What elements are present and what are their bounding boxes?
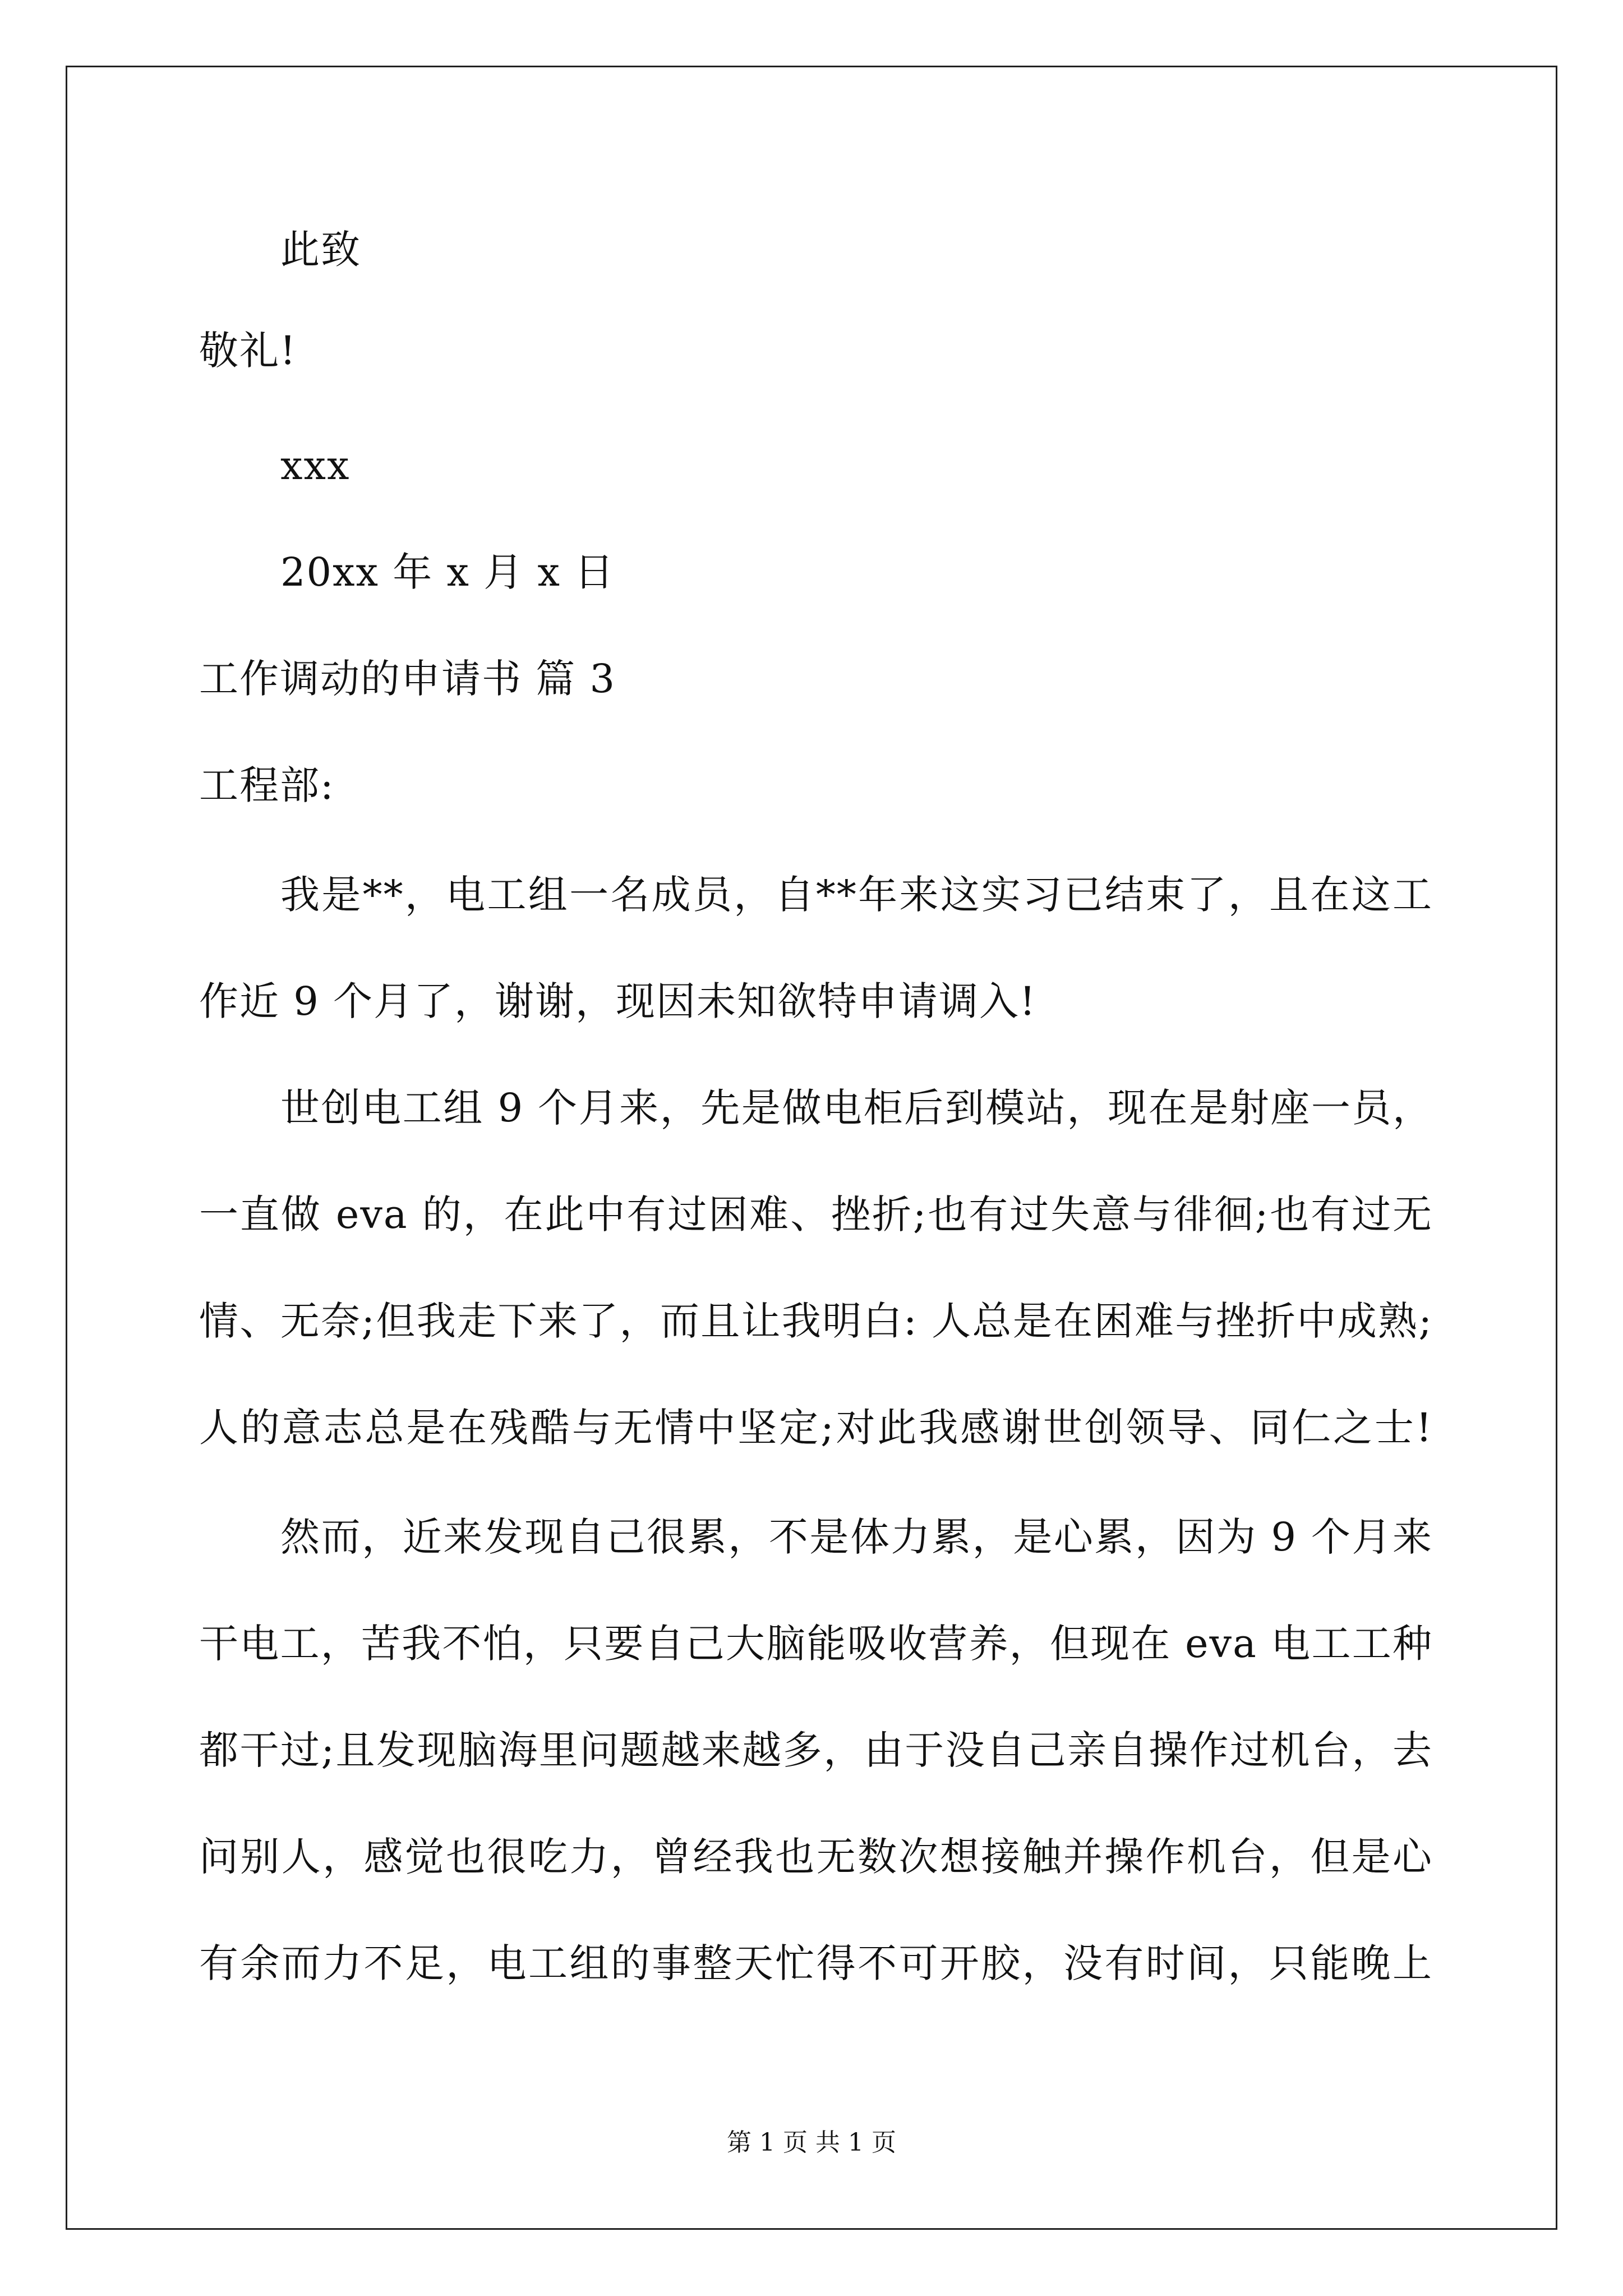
closing-line-1: 此致 bbox=[280, 227, 361, 273]
paragraph-2-line-1: 世创电工组 9 个月来，先是做电柜后到模站，现在是射座一员， bbox=[280, 1085, 1433, 1131]
closing-line-2: 敬礼! bbox=[199, 328, 297, 374]
paragraph-3-line-4: 问别人，感觉也很吃力，曾经我也无数次想接触并操作机台，但是心 bbox=[199, 1834, 1433, 1880]
section-title: 工作调动的申请书 篇 3 bbox=[199, 656, 616, 702]
paragraph-1-line-2: 作近 9 个月了，谢谢，现因未知欲特申请调入! bbox=[199, 978, 1037, 1024]
letter-date: 20xx 年 x 月 x 日 bbox=[280, 549, 615, 595]
paragraph-3-line-5: 有余而力不足，电工组的事整天忙得不可开胶，没有时间，只能晚上 bbox=[199, 1940, 1433, 1986]
paragraph-3-line-2: 干电工，苦我不怕，只要自己大脑能吸收营养，但现在 eva 电工工种 bbox=[199, 1621, 1433, 1667]
paragraph-1-line-1: 我是**，电工组一名成员，自**年来这实习已结束了，且在这工 bbox=[280, 872, 1433, 918]
page-footer: 第 1 页 共 1 页 bbox=[727, 2128, 896, 2157]
paragraph-2-line-3: 情、无奈;但我走下来了，而且让我明白: 人总是在困难与挫折中成熟; bbox=[199, 1298, 1433, 1344]
paragraph-2-line-4: 人的意志总是在残酷与无情中坚定;对此我感谢世创领导、同仁之士! bbox=[199, 1405, 1433, 1451]
signature: xxx bbox=[280, 443, 351, 489]
paragraph-3-line-1: 然而，近来发现自己很累，不是体力累，是心累，因为 9 个月来 bbox=[280, 1514, 1433, 1560]
page-border bbox=[66, 66, 1557, 2230]
paragraph-2-line-2: 一直做 eva 的，在此中有过困难、挫折;也有过失意与徘徊;也有过无 bbox=[199, 1191, 1433, 1237]
paragraph-3-line-3: 都干过;且发现脑海里问题越来越多，由于没自己亲自操作过机台，去 bbox=[199, 1727, 1433, 1773]
salutation: 工程部: bbox=[199, 762, 335, 808]
